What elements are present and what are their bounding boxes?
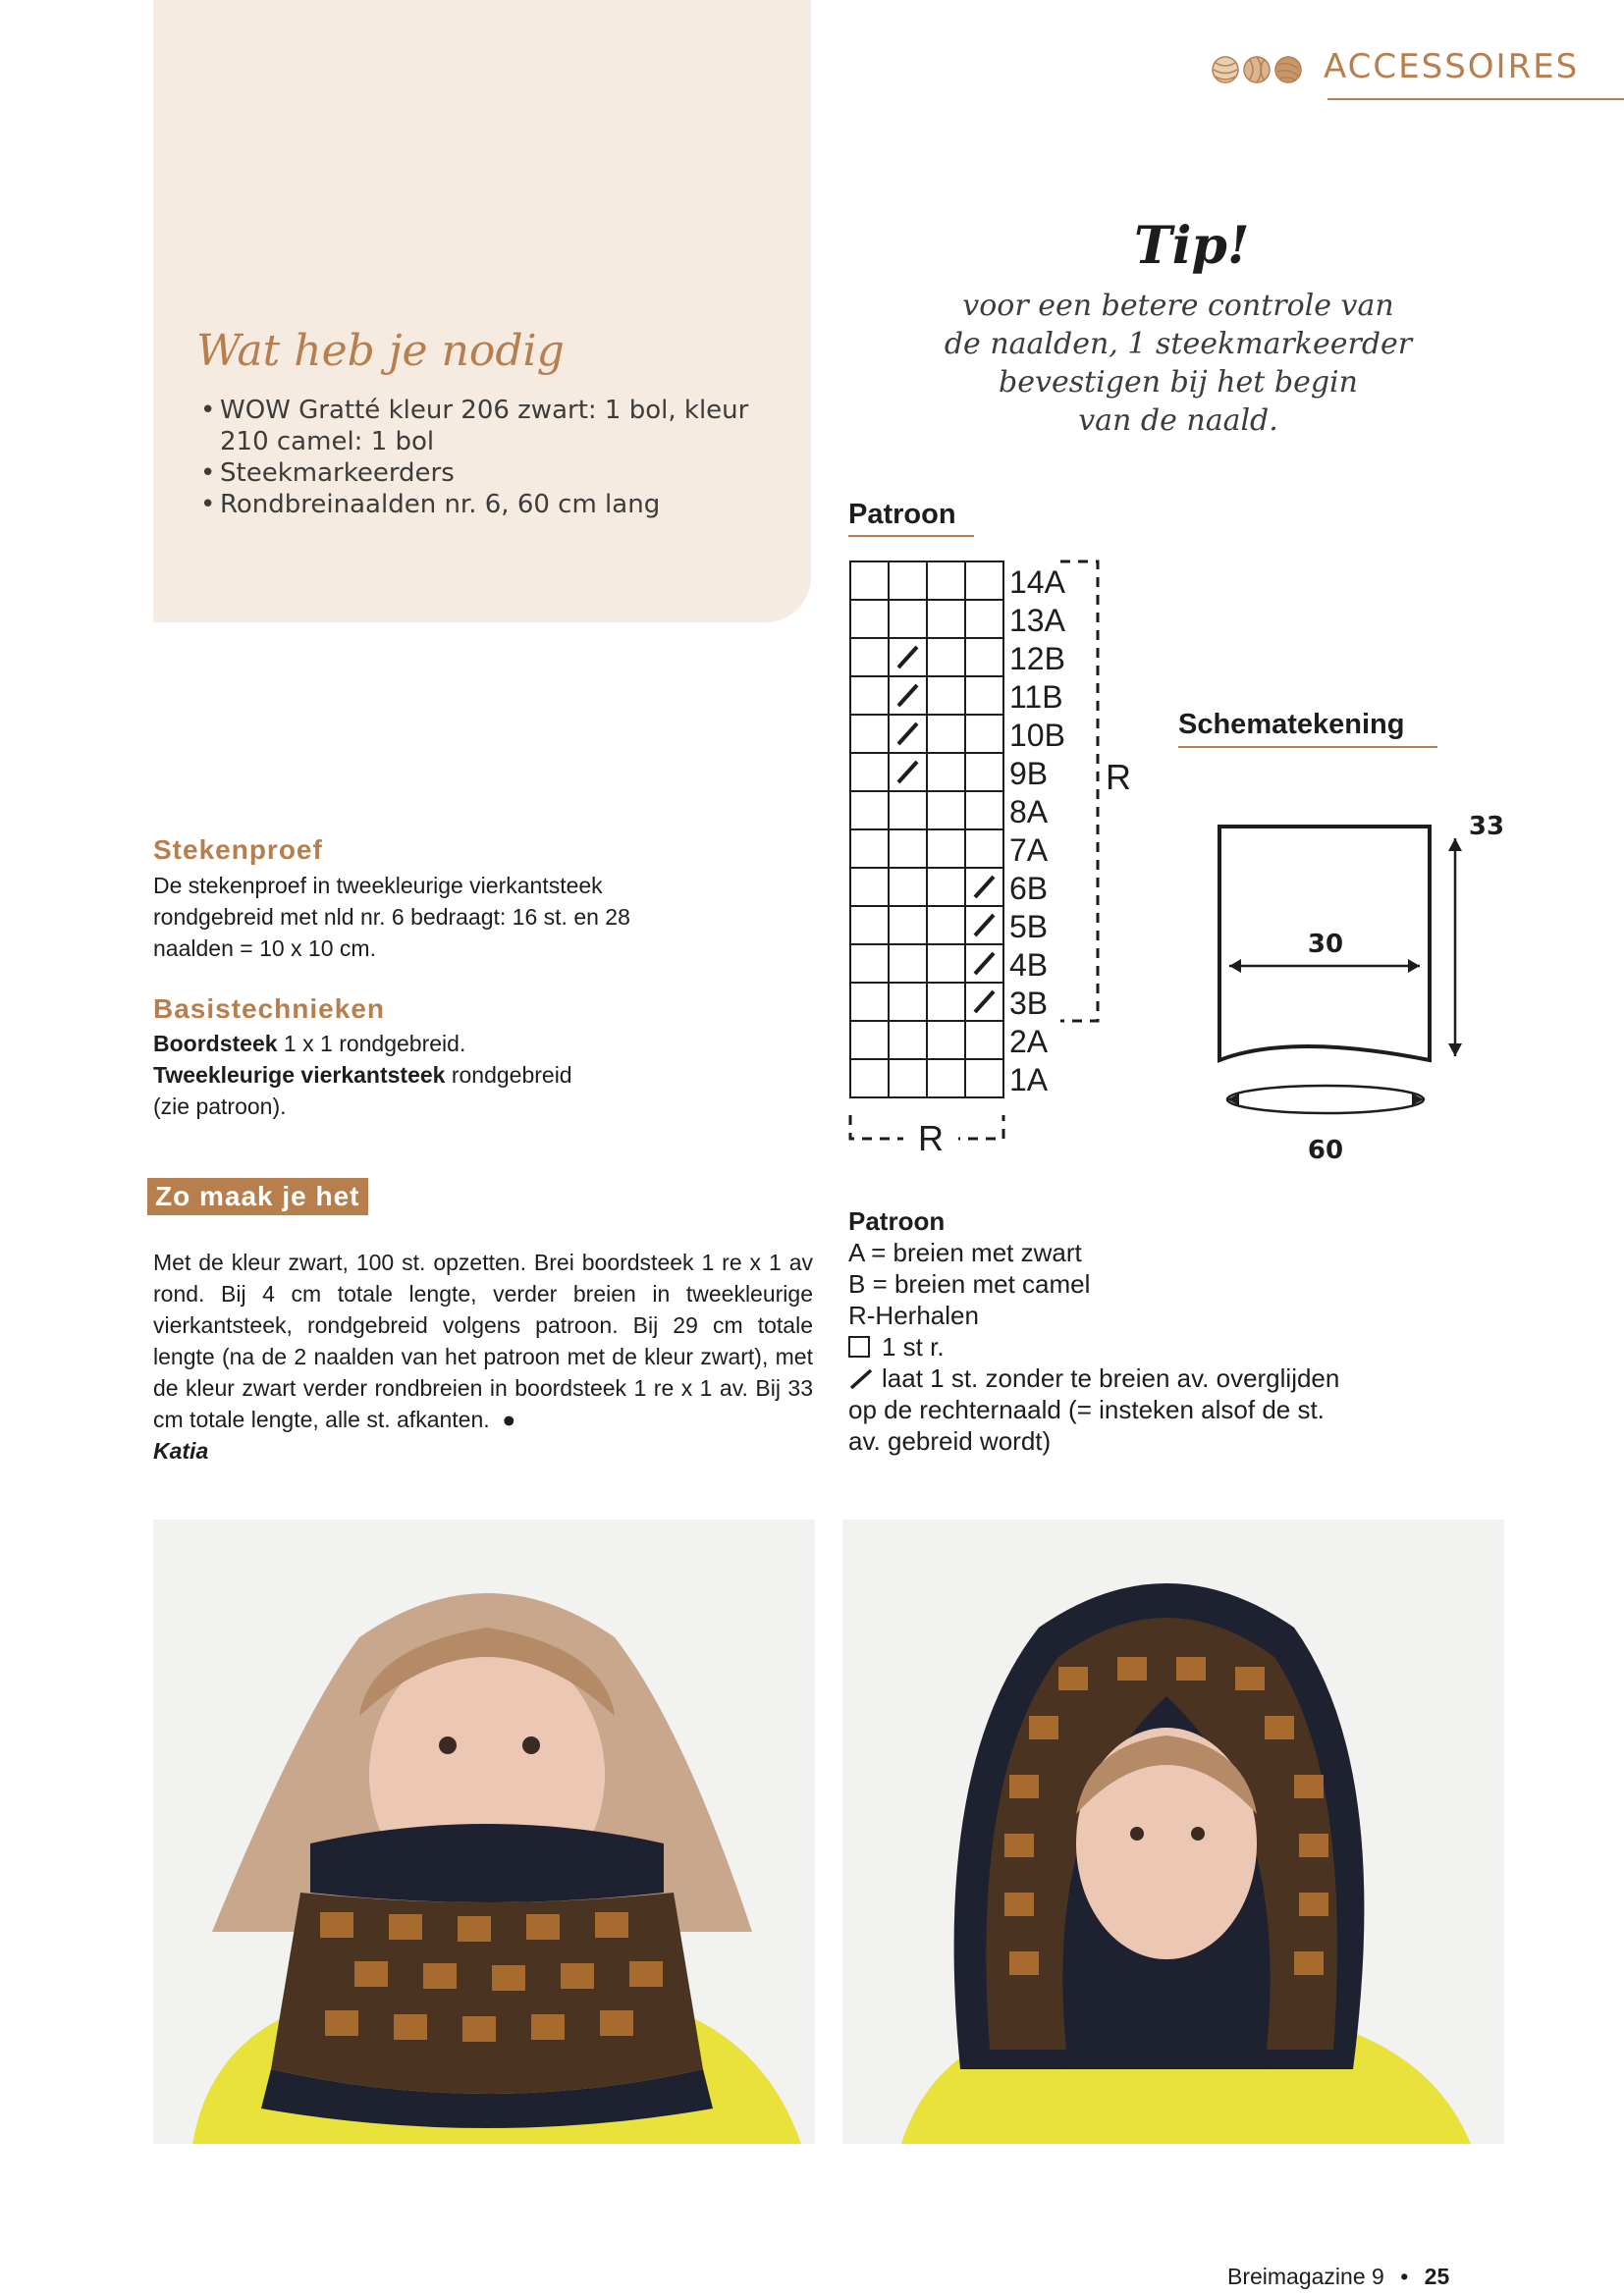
chart-cell — [927, 1021, 965, 1059]
chart-cell — [965, 715, 1003, 753]
chart-cell — [927, 944, 965, 983]
chart-cell — [927, 791, 965, 829]
row-label: 14A — [1009, 564, 1065, 600]
row-label: 9B — [1009, 756, 1049, 791]
height-label: 33 — [1468, 812, 1505, 841]
magazine-name: Breimagazine 9 — [1227, 2264, 1384, 2289]
header-divider — [1327, 98, 1624, 100]
slash-icon — [848, 1368, 874, 1390]
row-label: 5B — [1009, 909, 1049, 944]
width-label: 30 — [1307, 930, 1344, 959]
row-label: 7A — [1009, 832, 1049, 868]
chart-cell — [850, 983, 889, 1021]
chart-cell — [927, 638, 965, 676]
tip-title: Tip! — [1134, 216, 1250, 276]
photo-cowl-hood — [842, 1520, 1504, 2144]
section-title: ACCESSOIRES — [1324, 47, 1580, 86]
row-label: 4B — [1009, 947, 1049, 983]
chart-cell — [965, 1059, 1003, 1097]
chart-cell — [965, 600, 1003, 638]
chart-cell — [927, 600, 965, 638]
materials-title: Wat heb je nodig — [196, 326, 565, 376]
legend-r: R-Herhalen — [848, 1301, 979, 1330]
chart-cell — [927, 1059, 965, 1097]
photo-cowl-neck — [153, 1520, 815, 2144]
chart-cell — [889, 791, 927, 829]
chart-cell — [927, 561, 965, 600]
square-icon — [848, 1336, 870, 1358]
chart-cell — [927, 676, 965, 715]
chart-cell — [965, 753, 1003, 791]
schema-heading-underline — [1178, 746, 1437, 748]
yarn-balls-icon — [1210, 53, 1308, 86]
chart-cell — [927, 715, 965, 753]
repeat-label-horizontal: R — [918, 1118, 944, 1158]
chart-cell — [965, 829, 1003, 868]
chart-cell — [889, 600, 927, 638]
chart-cell — [850, 715, 889, 753]
chart-cell — [850, 638, 889, 676]
chart-cell — [889, 906, 927, 944]
legend-slip: laat 1 st. zonder te breien av. overglijden op de rechternaald (= insteken alsof de st. av. gebreid wordt) — [848, 1363, 1340, 1456]
chart-cell — [850, 676, 889, 715]
chart-cell — [965, 638, 1003, 676]
row-label: 13A — [1009, 603, 1065, 638]
chart-cell — [965, 676, 1003, 715]
legend-knit: 1 st r. — [848, 1331, 1359, 1362]
author: Katia — [153, 1438, 209, 1464]
legend-title: Patroon — [848, 1206, 946, 1236]
row-label: 12B — [1009, 641, 1065, 676]
circumference-label: 60 — [1307, 1136, 1344, 1165]
chart-cell — [850, 600, 889, 638]
chart-cell — [850, 906, 889, 944]
row-label: 6B — [1009, 871, 1049, 906]
circumference-ellipse — [1227, 1086, 1424, 1113]
schema-drawing — [1208, 805, 1522, 1178]
list-item: • Steekmarkeerders — [200, 458, 455, 488]
chart-cell — [850, 1059, 889, 1097]
list-item: • WOW Gratté kleur 206 zwart: 1 bol, kleur 210 camel: 1 bol — [200, 396, 749, 456]
row-label: 3B — [1009, 986, 1049, 1021]
page-number: 25 — [1424, 2264, 1450, 2289]
chart-cell — [927, 868, 965, 906]
instructions-heading: Zo maak je het — [147, 1178, 368, 1215]
chart-cell — [850, 829, 889, 868]
row-label: 8A — [1009, 794, 1049, 829]
pattern-legend — [848, 1205, 1359, 1457]
chart-cell — [927, 983, 965, 1021]
chart-cell — [850, 944, 889, 983]
chart-cell — [889, 1059, 927, 1097]
row-label: 10B — [1009, 718, 1065, 753]
chart-cell — [850, 1021, 889, 1059]
chart-cell — [927, 753, 965, 791]
repeat-bracket-vertical — [1060, 561, 1098, 1021]
page-footer — [1227, 2264, 1449, 2290]
stekenproef-heading: Stekenproef — [153, 834, 323, 865]
footer-separator: • — [1400, 2264, 1409, 2289]
chart-cell — [889, 1021, 927, 1059]
pattern-heading: Patroon — [848, 499, 956, 530]
row-label: 11B — [1009, 679, 1063, 715]
pattern-heading-underline — [848, 535, 974, 537]
legend-b: B = breien met camel — [848, 1269, 1091, 1299]
list-item: • Rondbreinaalden nr. 6, 60 cm lang — [200, 490, 661, 519]
chart-cell — [889, 561, 927, 600]
chart-cell — [965, 561, 1003, 600]
repeat-label-vertical: R — [1106, 757, 1131, 797]
pattern-chart — [844, 556, 1131, 1158]
chart-cell — [889, 944, 927, 983]
materials-list — [192, 395, 770, 520]
chart-cell — [850, 868, 889, 906]
basistechnieken-heading: Basistechnieken — [153, 993, 385, 1024]
basistechnieken-text: Boordsteek 1 x 1 rondgebreid. Tweekleurige vierkantsteek rondgebreid (zie patroon). — [153, 1031, 572, 1119]
tip-text: voor een betere controle van de naalden, 1 steekmarkeerder bevestigen bij het begin van de naald. — [944, 289, 1413, 438]
stekenproef-text: De stekenproef in tweekleurige vierkantsteek rondgebreid met nld nr. 6 bedraagt: 16 st. en 28 naalden = 10 x 10 cm. — [153, 873, 630, 961]
chart-cell — [965, 791, 1003, 829]
chart-cell — [850, 791, 889, 829]
schema-heading: Schematekening — [1178, 709, 1405, 740]
chart-cell — [927, 829, 965, 868]
end-bullet-icon: ● — [496, 1407, 516, 1432]
row-label: 1A — [1009, 1062, 1049, 1097]
chart-cell — [850, 561, 889, 600]
chart-cell — [889, 868, 927, 906]
row-label: 2A — [1009, 1024, 1049, 1059]
materials-box — [153, 0, 811, 622]
chart-cell — [850, 753, 889, 791]
legend-a: A = breien met zwart — [848, 1238, 1082, 1267]
instructions-text: Met de kleur zwart, 100 st. opzetten. Brei boordsteek 1 re x 1 av rond. Bij 4 cm totale lengte, verder breien in tweekleurige vierkantsteek, rondgebreid volgens patroon. Bij 29 cm totale lengte (na de 2 naalden van het patroon met de kleur zwart), met de kleur zwart verder rondbreien in boordsteek 1 re x 1 av. Bij 33 cm totale lengte, alle st. afkanten. ● Katia — [153, 1247, 813, 1467]
chart-cell — [965, 1021, 1003, 1059]
chart-cell — [889, 983, 927, 1021]
chart-cell — [927, 906, 965, 944]
chart-cell — [889, 829, 927, 868]
